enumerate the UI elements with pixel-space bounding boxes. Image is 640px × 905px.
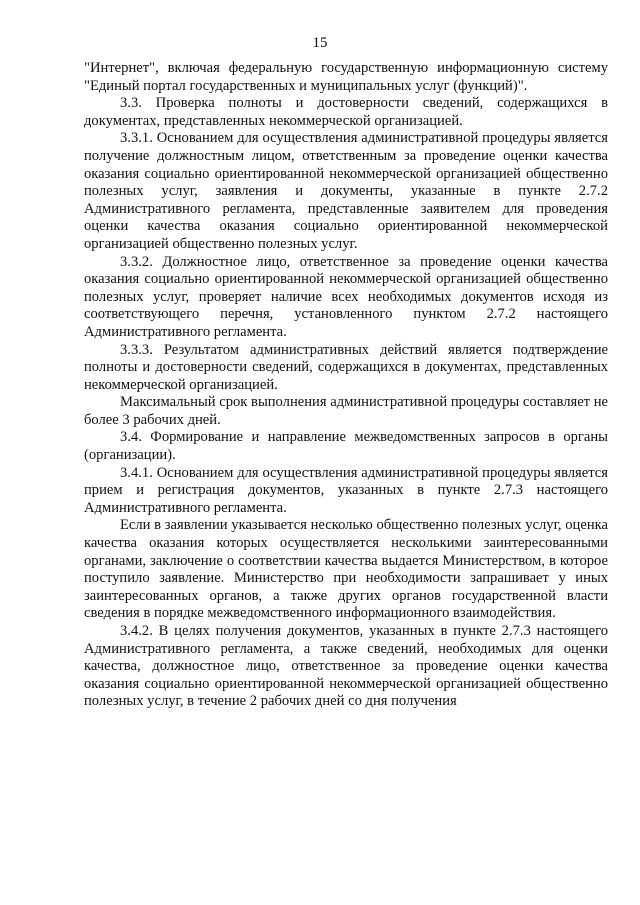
paragraph-3-3-1: 3.3.1. Основанием для осуществления административной процедуры является получение должностным лицом, ответственным за проведение оценки качества оказания социально ориентированной некоммерческой организацией общественно полезных услуг, заявления и документы, указанные в пункте 2.7.2 Административного регламента, представленные заявителем для проведения оценки качества оказания социально ориентированной некоммерческой организацией общественно полезных услуг. <box>84 130 608 252</box>
paragraph-3-4-1: 3.4.1. Основанием для осуществления административной процедуры является прием и регистрация документов, указанных в пункте 2.7.3 настоящего Административного регламента. <box>84 464 608 516</box>
paragraph-3-3: 3.3. Проверка полноты и достоверности сведений, содержащихся в документах, представленных некоммерческой организацией. <box>84 95 608 129</box>
paragraph-3-3-3: 3.3.3. Результатом административных действий является подтверждение полноты и достоверности сведений, содержащихся в документах, представленных некоммерческой организацией. <box>84 341 608 393</box>
paragraph-3-3-2: 3.3.2. Должностное лицо, ответственное за проведение оценки качества оказания социально ориентированной некоммерческой организацией общественно полезных услуг, проверяет наличие всех необходимых документов исходя из соответствующего перечня, установленного пунктом 2.7.2 настоящего Административного регламента. <box>84 253 608 340</box>
paragraph-max-term: Максимальный срок выполнения административной процедуры составляет не более 3 рабочих дней. <box>84 394 608 428</box>
paragraph-3-4-2: 3.4.2. В целях получения документов, указанных в пункте 2.7.3 настоящего Административного регламента, а также сведений, необходимых для оценки качества, должностное лицо, ответственное за проведение оценки качества оказания социально ориентированной некоммерческой организацией общественно полезных услуг, в течение 2 рабочих дней со дня получения <box>84 623 608 710</box>
document-body <box>84 60 608 711</box>
page-number: 15 <box>312 35 328 51</box>
paragraph-3-4: 3.4. Формирование и направление межведомственных запросов в органы (организации). <box>84 429 608 464</box>
paragraph-multiple-services: Если в заявлении указывается несколько общественно полезных услуг, оценка качества оказания которых осуществляется несколькими заинтересованными органами, заключение о соответствии качества выдается Министерством, в которое поступило заявление. Министерство при необходимости запрашивает у иных заинтересованных органов, а также других органов государственной власти сведения в порядке межведомственного информационного взаимодействия. <box>84 517 608 622</box>
paragraph-internet-continuation: "Интернет", включая федеральную государственную информационную систему "Единый портал государственных и муниципальных услуг (функций)". <box>84 60 608 94</box>
